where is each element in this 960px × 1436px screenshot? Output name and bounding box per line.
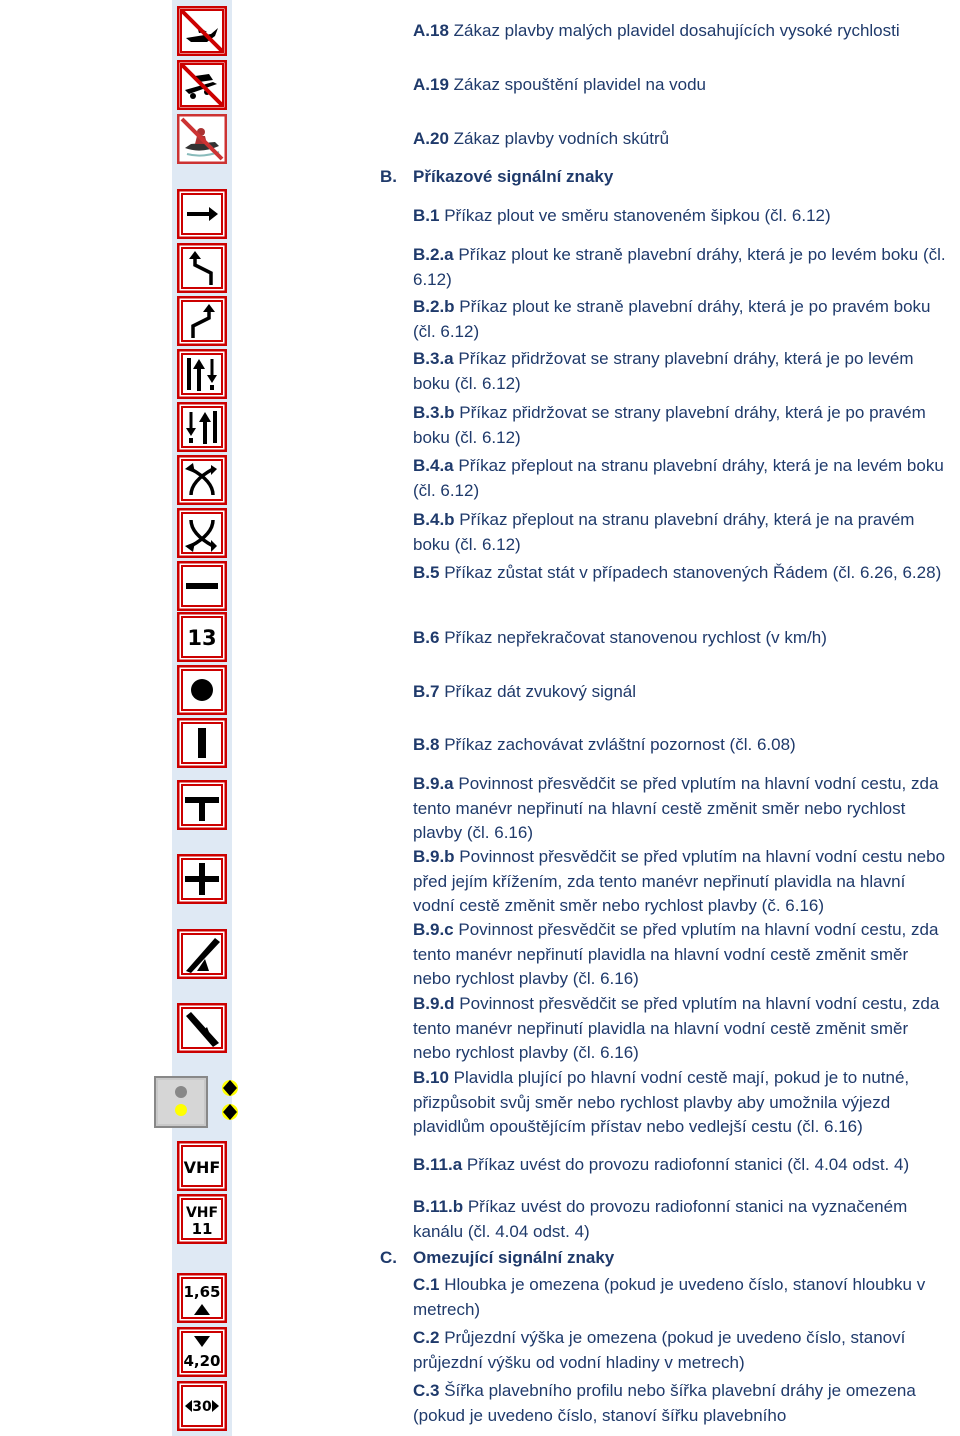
entry-text: Povinnost přesvědčit se před vplutím na hlavní vodní cestu, zda tento manévr nepřinutí plavidla na hlavní vodní cestě změnit směr nebo rychlost plavby (čl. 6.16) (413, 920, 939, 988)
entry-b11a (413, 1153, 948, 1178)
entry-text: Příkaz přidržovat se strany plavební dráhy, která je po pravém boku (čl. 6.12) (413, 403, 926, 447)
entry-code: B.7 (413, 682, 440, 701)
entry-code: B.3.a (413, 349, 454, 368)
entry-code: C.2 (413, 1328, 440, 1347)
entry-text: Hloubka je omezena (pokud je uvedeno číslo, stanoví hloubku v metrech) (413, 1275, 926, 1319)
entry-text: Příkaz uvést do provozu radiofonní stanici na vyznačeném kanálu (čl. 4.04 odst. 4) (413, 1197, 908, 1241)
entry-code: B.9.a (413, 774, 454, 793)
entry-text: Průjezdní výška je omezena (pokud je uvedeno číslo, stanoví průjezdní výšku od vodní hladiny v metrech) (413, 1328, 906, 1372)
sign-c3-icon (177, 1381, 227, 1431)
entry-c2 (413, 1326, 948, 1375)
entry-b4b (413, 508, 948, 557)
entry-text: Povinnost přesvědčit se před vplutím na hlavní vodní cestu, zda tento manévr nepřinutí plavidla na hlavní vodní cestě změnit směr nebo rychlost plavby (čl. 6.16) (413, 994, 940, 1062)
sign-a19-icon (177, 60, 227, 110)
entry-text: Zákaz plavby vodních skútrů (453, 129, 670, 148)
entry-text: Příkaz zachovávat zvláštní pozornost (čl. 6.08) (444, 735, 796, 754)
sign-c2-icon (177, 1327, 227, 1377)
sign-b9a-icon (177, 780, 227, 830)
entry-text: Povinnost přesvědčit se před vplutím na hlavní vodní cestu nebo před jejím křížením, zda tento manévr nepřinutí plavidla na hlavní vodní cestě změnit směr nebo rychlost plavby (č. 6.16) (413, 847, 946, 915)
section-mark: C. (380, 1248, 397, 1267)
entry-b3a (413, 347, 948, 396)
entry-b2b (413, 295, 948, 344)
entry-code: B.6 (413, 628, 440, 647)
entry-code: B.3.b (413, 403, 455, 422)
sign-b2b-icon (177, 296, 227, 346)
entry-b8 (413, 733, 948, 758)
sign-b11a-icon (177, 1141, 227, 1191)
entry-text: Příkaz uvést do provozu radiofonní stanici (čl. 4.04 odst. 4) (466, 1155, 910, 1174)
sign-c1-icon (177, 1273, 227, 1323)
entry-b11b (413, 1195, 948, 1244)
vhf-label: VHF (183, 1158, 221, 1177)
entry-code: B.10 (413, 1068, 449, 1087)
entry-code: B.2.b (413, 297, 455, 316)
entry-code: C.1 (413, 1275, 440, 1294)
sign-b5-icon (177, 561, 227, 611)
entry-b5 (413, 561, 948, 586)
sign-b3a-icon (177, 349, 227, 399)
entry-text: Příkaz plout ke straně plavební dráhy, která je po levém boku (čl. 6.12) (413, 245, 946, 289)
entry-b6 (413, 626, 948, 651)
section-mark: B. (380, 167, 397, 186)
entry-text: Příkaz nepřekračovat stanovenou rychlost (v km/h) (444, 628, 827, 647)
c2-height-value: 4,20 (183, 1352, 221, 1370)
entry-code: B.11.a (413, 1155, 463, 1174)
sign-b6-icon (177, 612, 227, 662)
entry-b3b (413, 401, 948, 450)
entry-b9d (413, 992, 948, 1066)
vhf-label-2: VHF (185, 1205, 219, 1221)
entry-b7 (413, 680, 948, 705)
entry-text: Šířka plavebního profilu nebo šířka plavební dráhy je omezena (pokud je uvedeno číslo, stanoví šířku plavebního (413, 1381, 916, 1425)
entry-code: B.11.b (413, 1197, 464, 1216)
entry-c3 (413, 1379, 948, 1428)
sign-b9b-icon (177, 854, 227, 904)
sign-a20-icon (177, 114, 227, 164)
sign-b4b-icon (177, 508, 227, 558)
entry-code: B.2.a (413, 245, 454, 264)
section-heading-c (380, 1246, 614, 1270)
entry-a19 (413, 73, 948, 98)
entry-text: Zákaz plavby malých plavidel dosahujících vysoké rychlosti (453, 21, 900, 40)
c1-depth-value: 1,65 (183, 1283, 221, 1301)
entry-code: B.4.a (413, 456, 454, 475)
entry-b1 (413, 204, 948, 229)
entry-a18 (413, 19, 948, 44)
entry-text: Příkaz přeplout na stranu plavební dráhy, která je na pravém boku (čl. 6.12) (413, 510, 915, 554)
entry-b4a (413, 454, 948, 503)
sign-b1-icon (177, 189, 227, 239)
sign-a18-icon (177, 6, 227, 56)
sign-b9d-icon (177, 1003, 227, 1053)
sign-b11b-icon (177, 1194, 227, 1244)
entry-code: B.4.b (413, 510, 455, 529)
entry-b9c (413, 918, 948, 992)
entry-code: A.19 (413, 75, 449, 94)
entry-text: Zákaz spouštění plavidel na vodu (453, 75, 706, 94)
entry-code: B.9.c (413, 920, 454, 939)
sign-b7-icon (177, 665, 227, 715)
entry-code: C.3 (413, 1381, 440, 1400)
entry-text: Příkaz dát zvukový signál (444, 682, 637, 701)
c3-width-value: 30 (192, 1399, 212, 1415)
sign-b8-icon (177, 718, 227, 768)
entry-b10 (413, 1066, 948, 1140)
sign-b3b-icon (177, 402, 227, 452)
entry-b2a (413, 243, 948, 292)
entry-a20 (413, 127, 948, 152)
entry-code: B.5 (413, 563, 440, 582)
entry-text: Plavidla plující po hlavní vodní cestě mají, pokud je to nutné, přizpůsobit svůj směr nebo rychlost plavby aby umožnila výjezd plavidlům opouštějícím přístav nebo vedlejší cestu (čl. 6.16) (413, 1068, 910, 1136)
entry-code: B.1 (413, 206, 440, 225)
entry-code: A.18 (413, 21, 449, 40)
entry-c1 (413, 1273, 948, 1322)
sign-b9c-icon (177, 929, 227, 979)
entry-text: Příkaz plout ke straně plavební dráhy, která je po pravém boku (čl. 6.12) (413, 297, 931, 341)
entry-b9b (413, 845, 948, 919)
entry-text: Příkaz plout ve směru stanoveném šipkou (čl. 6.12) (444, 206, 831, 225)
section-title: Omezující signální znaky (413, 1248, 615, 1267)
entry-text: Příkaz zůstat stát v případech stanovených Řádem (čl. 6.26, 6.28) (444, 563, 942, 582)
section-title: Příkazové signální znaky (413, 167, 614, 186)
entry-code: A.20 (413, 129, 449, 148)
sign-b4a-icon (177, 455, 227, 505)
entry-text: Povinnost přesvědčit se před vplutím na hlavní vodní cestu, zda tento manévr nepřinutí na hlavní cestě změnit směr nebo rychlost plavby (čl. 6.16) (413, 774, 939, 842)
entry-code: B.9.b (413, 847, 455, 866)
vhf-channel: 11 (191, 1220, 213, 1238)
b6-speed-value: 13 (187, 626, 217, 650)
sign-b10-icon (154, 1074, 250, 1130)
section-heading-b (380, 165, 613, 189)
sign-b2a-icon (177, 243, 227, 293)
entry-b9a (413, 772, 948, 846)
entry-code: B.9.d (413, 994, 455, 1013)
entry-text: Příkaz přidržovat se strany plavební dráhy, která je po levém boku (čl. 6.12) (413, 349, 914, 393)
entry-text: Příkaz přeplout na stranu plavební dráhy, která je na levém boku (čl. 6.12) (413, 456, 944, 500)
entry-code: B.8 (413, 735, 440, 754)
